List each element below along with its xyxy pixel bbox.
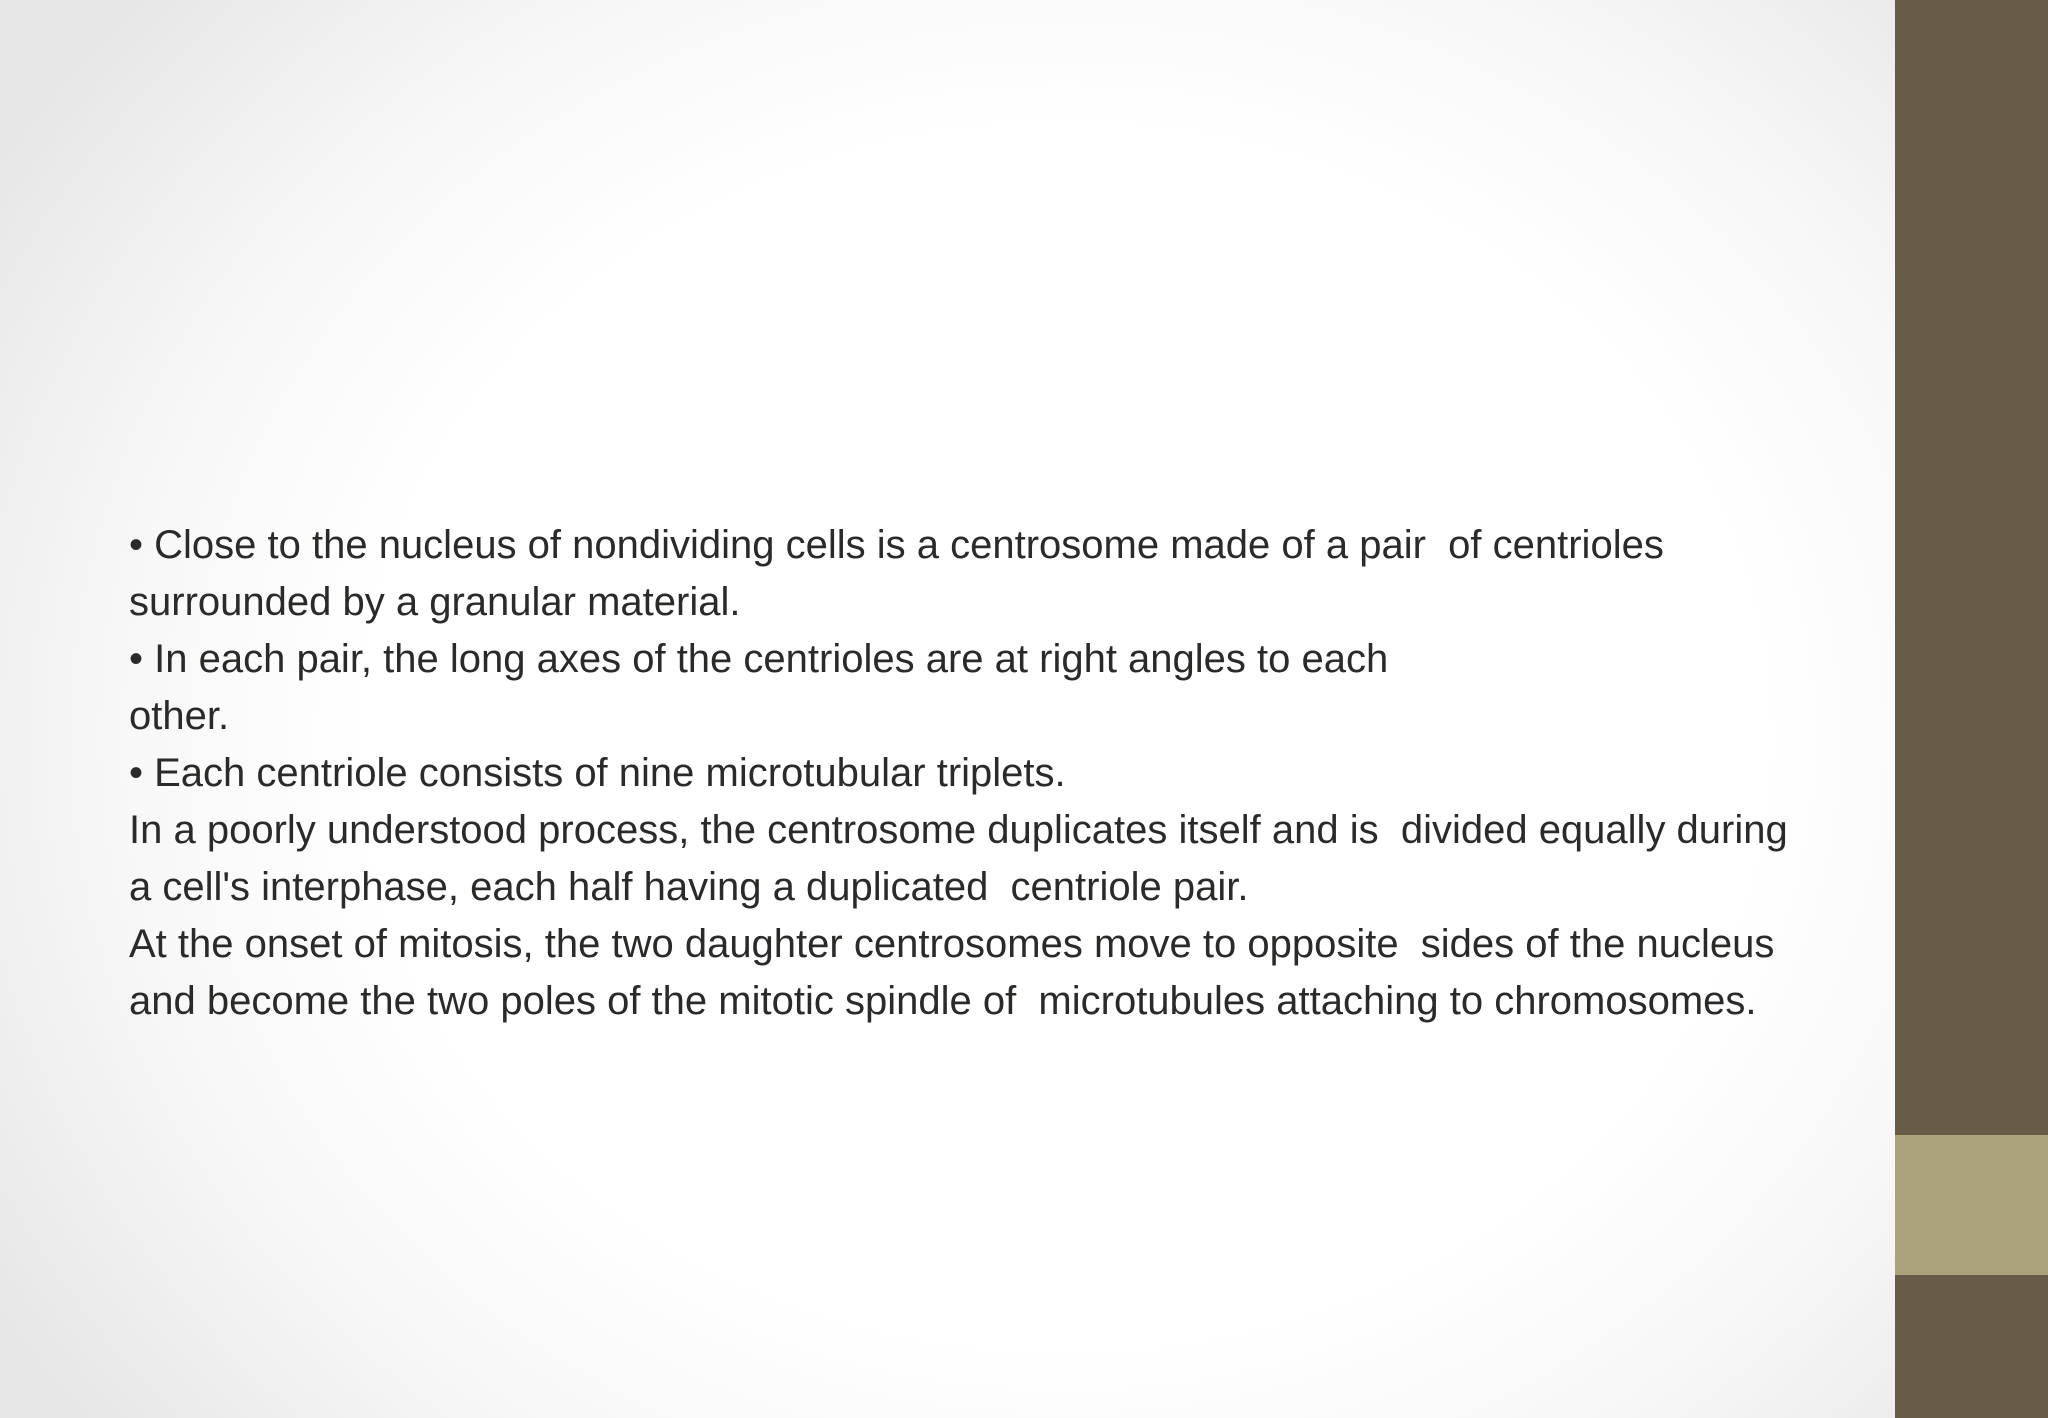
sidebar-accent-block [1895, 1135, 2048, 1275]
body-line: surrounded by a granular material. [129, 580, 741, 624]
slide-body-text [129, 517, 1989, 1030]
body-line: and become the two poles of the mitotic spindle of microtubules attaching to chromosomes. [129, 979, 1757, 1023]
body-line: In a poorly understood process, the centrosome duplicates itself and is divided equally during [129, 808, 1788, 852]
body-line: • Each centriole consists of nine microtubular triplets. [129, 751, 1066, 795]
body-line: • In each pair, the long axes of the centrioles are at right angles to each [129, 637, 1389, 681]
body-line: • Close to the nucleus of nondividing cells is a centrosome made of a pair of centrioles [129, 523, 1664, 567]
body-line: a cell's interphase, each half having a duplicated centriole pair. [129, 865, 1249, 909]
body-line: other. [129, 694, 230, 738]
body-line: At the onset of mitosis, the two daughter centrosomes move to opposite sides of the nucleus [129, 922, 1775, 966]
